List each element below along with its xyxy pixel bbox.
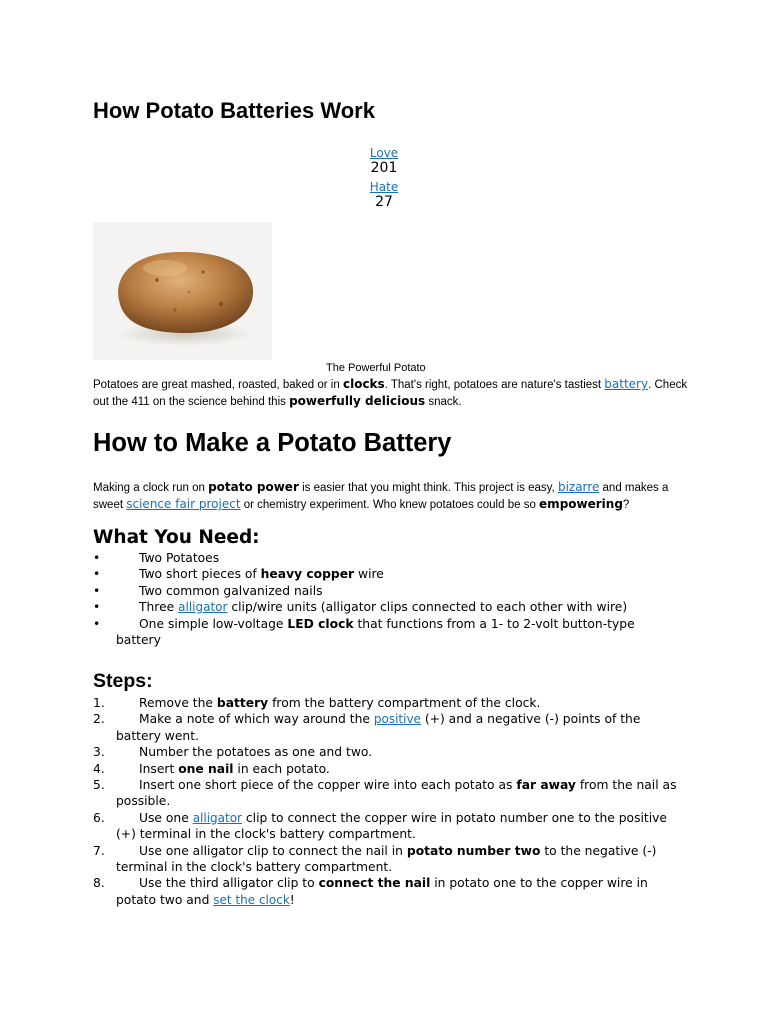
- vote-widget: [340, 146, 428, 214]
- image-caption: The Powerful Potato: [326, 362, 426, 374]
- positive-link[interactable]: positive: [373, 712, 421, 727]
- list-item: • One simple low-voltage LED clock that functions from a 1- to 2-volt button-type battery: [93, 616, 635, 648]
- bullet-marker: •: [93, 551, 101, 565]
- alligator-link[interactable]: alligator: [178, 600, 228, 615]
- step-number: 1.: [93, 696, 105, 710]
- step-number: 5.: [93, 778, 105, 793]
- list-item: • Two common galvanized nails: [93, 583, 323, 598]
- bullet-marker: •: [93, 600, 101, 615]
- step-item: 1. Remove the battery from the battery compartment of the clock.: [93, 696, 541, 710]
- intro-paragraph: Potatoes are great mashed, roasted, baked or in clocks. That's right, potatoes are nature's tastiest battery. Check out the 411 on the science behind this powerfully delicious snack.: [93, 377, 688, 408]
- step-item: 2. Make a note of which way around the positive (+) and a negative (-) points of the battery went.: [93, 712, 641, 743]
- step-number: 2.: [93, 712, 105, 727]
- step-item: 5. Insert one short piece of the copper wire into each potato as far away from the nail as possible.: [93, 778, 677, 809]
- set-the-clock-link[interactable]: set the clock: [213, 892, 290, 907]
- science-fair-link[interactable]: science fair project: [126, 497, 241, 511]
- potato-image: [93, 222, 272, 360]
- step-number: 7.: [93, 843, 105, 858]
- needs-list: [93, 550, 683, 648]
- step-number: 3.: [93, 745, 105, 760]
- steps-heading: Steps:: [93, 670, 153, 692]
- step-number: 6.: [93, 810, 105, 825]
- alligator-link-2[interactable]: alligator: [192, 810, 242, 825]
- potato-icon: [93, 222, 272, 360]
- step-item: 8. Use the third alligator clip to connect the nail in potato one to the copper wire in potato two and set the clock!: [93, 876, 648, 907]
- step-item: 6. Use one alligator clip to connect the copper wire in potato number one to the positive (+) terminal in the clock's battery compartment.: [93, 810, 667, 842]
- step-number: 8.: [93, 876, 105, 891]
- steps-list: [93, 695, 683, 908]
- step-item: 7. Use one alligator clip to connect the nail in potato number two to the negative (-) terminal in the clock's battery compartment.: [93, 843, 657, 875]
- page-title: How Potato Batteries Work: [93, 98, 375, 123]
- list-item: • Three alligator clip/wire units (alligator clips connected to each other with wire): [93, 600, 628, 615]
- section-paragraph: Making a clock run on potato power is easier that you might think. This project is easy, bizarre and makes a sweet science fair project or chemistry experiment. Who knew potatoes could be so empowering?: [93, 480, 669, 511]
- hate-link[interactable]: Hate: [369, 180, 399, 194]
- love-link[interactable]: Love: [369, 146, 399, 160]
- list-item: • Two short pieces of heavy copper wire: [93, 567, 384, 582]
- step-item: 3. Number the potatoes as one and two.: [93, 745, 373, 760]
- bullet-marker: •: [93, 567, 101, 582]
- love-count: 201: [370, 160, 398, 176]
- needs-heading: What You Need:: [93, 527, 260, 548]
- step-number: 4.: [93, 761, 105, 776]
- list-item: • Two Potatoes: [93, 551, 220, 565]
- step-item: 4. Insert one nail in each potato.: [93, 761, 330, 776]
- bullet-marker: •: [93, 583, 101, 598]
- bizarre-link[interactable]: bizarre: [557, 480, 600, 494]
- bullet-marker: •: [93, 616, 101, 631]
- battery-link[interactable]: battery: [604, 377, 649, 391]
- hate-count: 27: [375, 194, 393, 210]
- section-title: How to Make a Potato Battery: [93, 429, 452, 457]
